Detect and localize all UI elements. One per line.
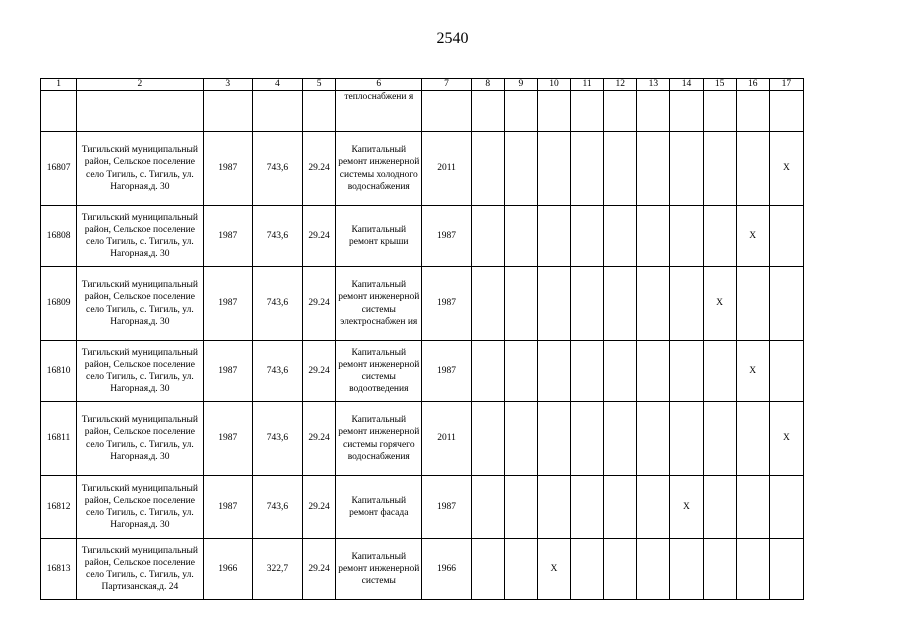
build-year-cell: 1987 xyxy=(203,267,252,341)
column-number-cell: 15 xyxy=(703,79,736,91)
period-cell xyxy=(537,341,570,402)
period-cell xyxy=(537,206,570,267)
column-number-cell: 17 xyxy=(769,79,803,91)
table-cell xyxy=(471,91,504,132)
table-cell xyxy=(736,91,769,132)
address-cell: Тигильский муниципальный район, Сельское поселение село Тигиль, с. Тигиль, ул. Нагорная,д. 30 xyxy=(77,476,203,539)
rate-cell: 29.24 xyxy=(303,267,336,341)
period-cell xyxy=(736,267,769,341)
table-cell xyxy=(604,91,637,132)
period-cell xyxy=(604,539,637,600)
period-cell xyxy=(504,132,537,206)
period-cell xyxy=(703,132,736,206)
column-number-cell: 2 xyxy=(77,79,203,91)
period-cell xyxy=(504,267,537,341)
table-row xyxy=(41,341,804,402)
period-cell xyxy=(637,476,670,539)
work-type-cell: Капитальный ремонт инженерной системы водоотведения xyxy=(336,341,422,402)
period-cell xyxy=(670,132,703,206)
area-cell: 743,6 xyxy=(252,476,302,539)
table-cell xyxy=(670,91,703,132)
area-cell: 743,6 xyxy=(252,341,302,402)
period-cell xyxy=(604,132,637,206)
column-number-cell: 14 xyxy=(670,79,703,91)
work-type-cell: Капитальный ремонт инженерной системы горячего водоснабжения xyxy=(336,402,422,476)
table-cell xyxy=(571,91,604,132)
period-cell xyxy=(637,132,670,206)
build-year-cell: 1987 xyxy=(203,402,252,476)
area-cell: 322,7 xyxy=(252,539,302,600)
period-cell xyxy=(571,206,604,267)
table-row xyxy=(41,206,804,267)
table-cell xyxy=(41,91,77,132)
rate-cell: 29.24 xyxy=(303,402,336,476)
period-cell xyxy=(504,402,537,476)
row-id-cell: 16808 xyxy=(41,206,77,267)
table-cell xyxy=(303,91,336,132)
period-cell xyxy=(703,206,736,267)
period-cell xyxy=(637,267,670,341)
area-cell: 743,6 xyxy=(252,206,302,267)
table-cell xyxy=(537,91,570,132)
period-cell xyxy=(604,476,637,539)
work-type-cell: Капитальный ремонт инженерной системы электроснабжен ия xyxy=(336,267,422,341)
period-cell xyxy=(769,539,803,600)
period-cell xyxy=(670,402,703,476)
period-cell xyxy=(537,476,570,539)
table-row xyxy=(41,267,804,341)
period-cell xyxy=(769,341,803,402)
column-number-cell: 7 xyxy=(422,79,471,91)
table-cell xyxy=(252,91,302,132)
column-number-cell: 4 xyxy=(252,79,302,91)
period-cell xyxy=(604,206,637,267)
build-year-cell: 1966 xyxy=(203,539,252,600)
table-cell: теплоснабжени я xyxy=(336,91,422,132)
work-type-cell: Капитальный ремонт инженерной системы холодного водоснабжения xyxy=(336,132,422,206)
row-id-cell: 16810 xyxy=(41,341,77,402)
period-cell xyxy=(637,539,670,600)
column-number-cell: 6 xyxy=(336,79,422,91)
period-cell xyxy=(769,267,803,341)
plan-year-cell: 1987 xyxy=(422,476,471,539)
period-mark: X xyxy=(736,206,769,267)
column-number-cell: 10 xyxy=(537,79,570,91)
period-cell xyxy=(504,341,537,402)
period-cell xyxy=(471,539,504,600)
period-mark: X xyxy=(670,476,703,539)
plan-year-cell: 1987 xyxy=(422,267,471,341)
period-cell xyxy=(504,206,537,267)
table-row xyxy=(41,539,804,600)
period-cell xyxy=(471,341,504,402)
period-cell xyxy=(571,539,604,600)
row-id-cell: 16809 xyxy=(41,267,77,341)
period-cell xyxy=(604,267,637,341)
row-id-cell: 16807 xyxy=(41,132,77,206)
period-cell xyxy=(604,402,637,476)
period-cell xyxy=(471,206,504,267)
period-cell xyxy=(571,267,604,341)
work-type-cell: Капитальный ремонт фасада xyxy=(336,476,422,539)
plan-year-cell: 1987 xyxy=(422,341,471,402)
period-mark: X xyxy=(537,539,570,600)
build-year-cell: 1987 xyxy=(203,341,252,402)
column-number-cell: 11 xyxy=(571,79,604,91)
period-cell xyxy=(637,206,670,267)
period-mark: X xyxy=(769,132,803,206)
period-cell xyxy=(537,132,570,206)
page-number: 2540 xyxy=(436,30,469,47)
period-cell xyxy=(736,476,769,539)
period-cell xyxy=(670,539,703,600)
period-mark: X xyxy=(769,402,803,476)
rate-cell: 29.24 xyxy=(303,341,336,402)
column-number-cell: 1 xyxy=(41,79,77,91)
area-cell: 743,6 xyxy=(252,267,302,341)
period-cell xyxy=(471,476,504,539)
table-cell xyxy=(504,91,537,132)
period-cell xyxy=(471,267,504,341)
row-id-cell: 16813 xyxy=(41,539,77,600)
period-cell xyxy=(703,476,736,539)
column-number-row xyxy=(41,79,804,91)
period-cell xyxy=(504,539,537,600)
address-cell: Тигильский муниципальный район, Сельское поселение село Тигиль, с. Тигиль, ул. Партизанская,д. 24 xyxy=(77,539,203,600)
period-cell xyxy=(703,341,736,402)
period-cell xyxy=(736,132,769,206)
address-cell: Тигильский муниципальный район, Сельское поселение село Тигиль, с. Тигиль, ул. Нагорная,д. 30 xyxy=(77,206,203,267)
repair-register-table xyxy=(40,78,804,600)
table-row xyxy=(41,132,804,206)
table-cell xyxy=(769,91,803,132)
plan-year-cell: 1966 xyxy=(422,539,471,600)
rate-cell: 29.24 xyxy=(303,539,336,600)
period-cell xyxy=(537,402,570,476)
period-cell xyxy=(571,476,604,539)
continuation-row xyxy=(41,91,804,132)
table-cell xyxy=(422,91,471,132)
table-row xyxy=(41,402,804,476)
address-cell: Тигильский муниципальный район, Сельское поселение село Тигиль, с. Тигиль, ул. Нагорная,д. 30 xyxy=(77,267,203,341)
period-cell xyxy=(736,539,769,600)
plan-year-cell: 2011 xyxy=(422,402,471,476)
table-cell xyxy=(637,91,670,132)
row-id-cell: 16811 xyxy=(41,402,77,476)
table-cell xyxy=(703,91,736,132)
table-row xyxy=(41,476,804,539)
period-cell xyxy=(670,206,703,267)
rate-cell: 29.24 xyxy=(303,476,336,539)
rate-cell: 29.24 xyxy=(303,206,336,267)
period-cell xyxy=(537,267,570,341)
address-cell: Тигильский муниципальный район, Сельское поселение село Тигиль, с. Тигиль, ул. Нагорная,д. 30 xyxy=(77,402,203,476)
period-cell xyxy=(571,132,604,206)
period-cell xyxy=(769,206,803,267)
work-type-cell: Капитальный ремонт инженерной системы xyxy=(336,539,422,600)
period-cell xyxy=(571,402,604,476)
period-cell xyxy=(703,539,736,600)
column-number-cell: 16 xyxy=(736,79,769,91)
period-cell xyxy=(504,476,537,539)
period-cell xyxy=(637,341,670,402)
column-number-cell: 8 xyxy=(471,79,504,91)
area-cell: 743,6 xyxy=(252,132,302,206)
column-number-cell: 9 xyxy=(504,79,537,91)
column-number-cell: 3 xyxy=(203,79,252,91)
build-year-cell: 1987 xyxy=(203,206,252,267)
column-number-cell: 12 xyxy=(604,79,637,91)
column-number-cell: 5 xyxy=(303,79,336,91)
period-cell xyxy=(637,402,670,476)
period-cell xyxy=(769,476,803,539)
row-id-cell: 16812 xyxy=(41,476,77,539)
period-cell xyxy=(736,402,769,476)
column-number-cell: 13 xyxy=(637,79,670,91)
period-cell xyxy=(471,132,504,206)
build-year-cell: 1987 xyxy=(203,132,252,206)
build-year-cell: 1987 xyxy=(203,476,252,539)
table-body xyxy=(41,79,804,600)
period-cell xyxy=(670,341,703,402)
work-type-cell: Капитальный ремонт крыши xyxy=(336,206,422,267)
area-cell: 743,6 xyxy=(252,402,302,476)
period-cell xyxy=(703,402,736,476)
plan-year-cell: 1987 xyxy=(422,206,471,267)
address-cell: Тигильский муниципальный район, Сельское поселение село Тигиль, с. Тигиль, ул. Нагорная,д. 30 xyxy=(77,132,203,206)
period-cell xyxy=(571,341,604,402)
table-cell xyxy=(203,91,252,132)
period-mark: X xyxy=(703,267,736,341)
address-cell: Тигильский муниципальный район, Сельское поселение село Тигиль, с. Тигиль, ул. Нагорная,д. 30 xyxy=(77,341,203,402)
period-cell xyxy=(670,267,703,341)
table-cell xyxy=(77,91,203,132)
rate-cell: 29.24 xyxy=(303,132,336,206)
period-cell xyxy=(471,402,504,476)
period-mark: X xyxy=(736,341,769,402)
plan-year-cell: 2011 xyxy=(422,132,471,206)
period-cell xyxy=(604,341,637,402)
